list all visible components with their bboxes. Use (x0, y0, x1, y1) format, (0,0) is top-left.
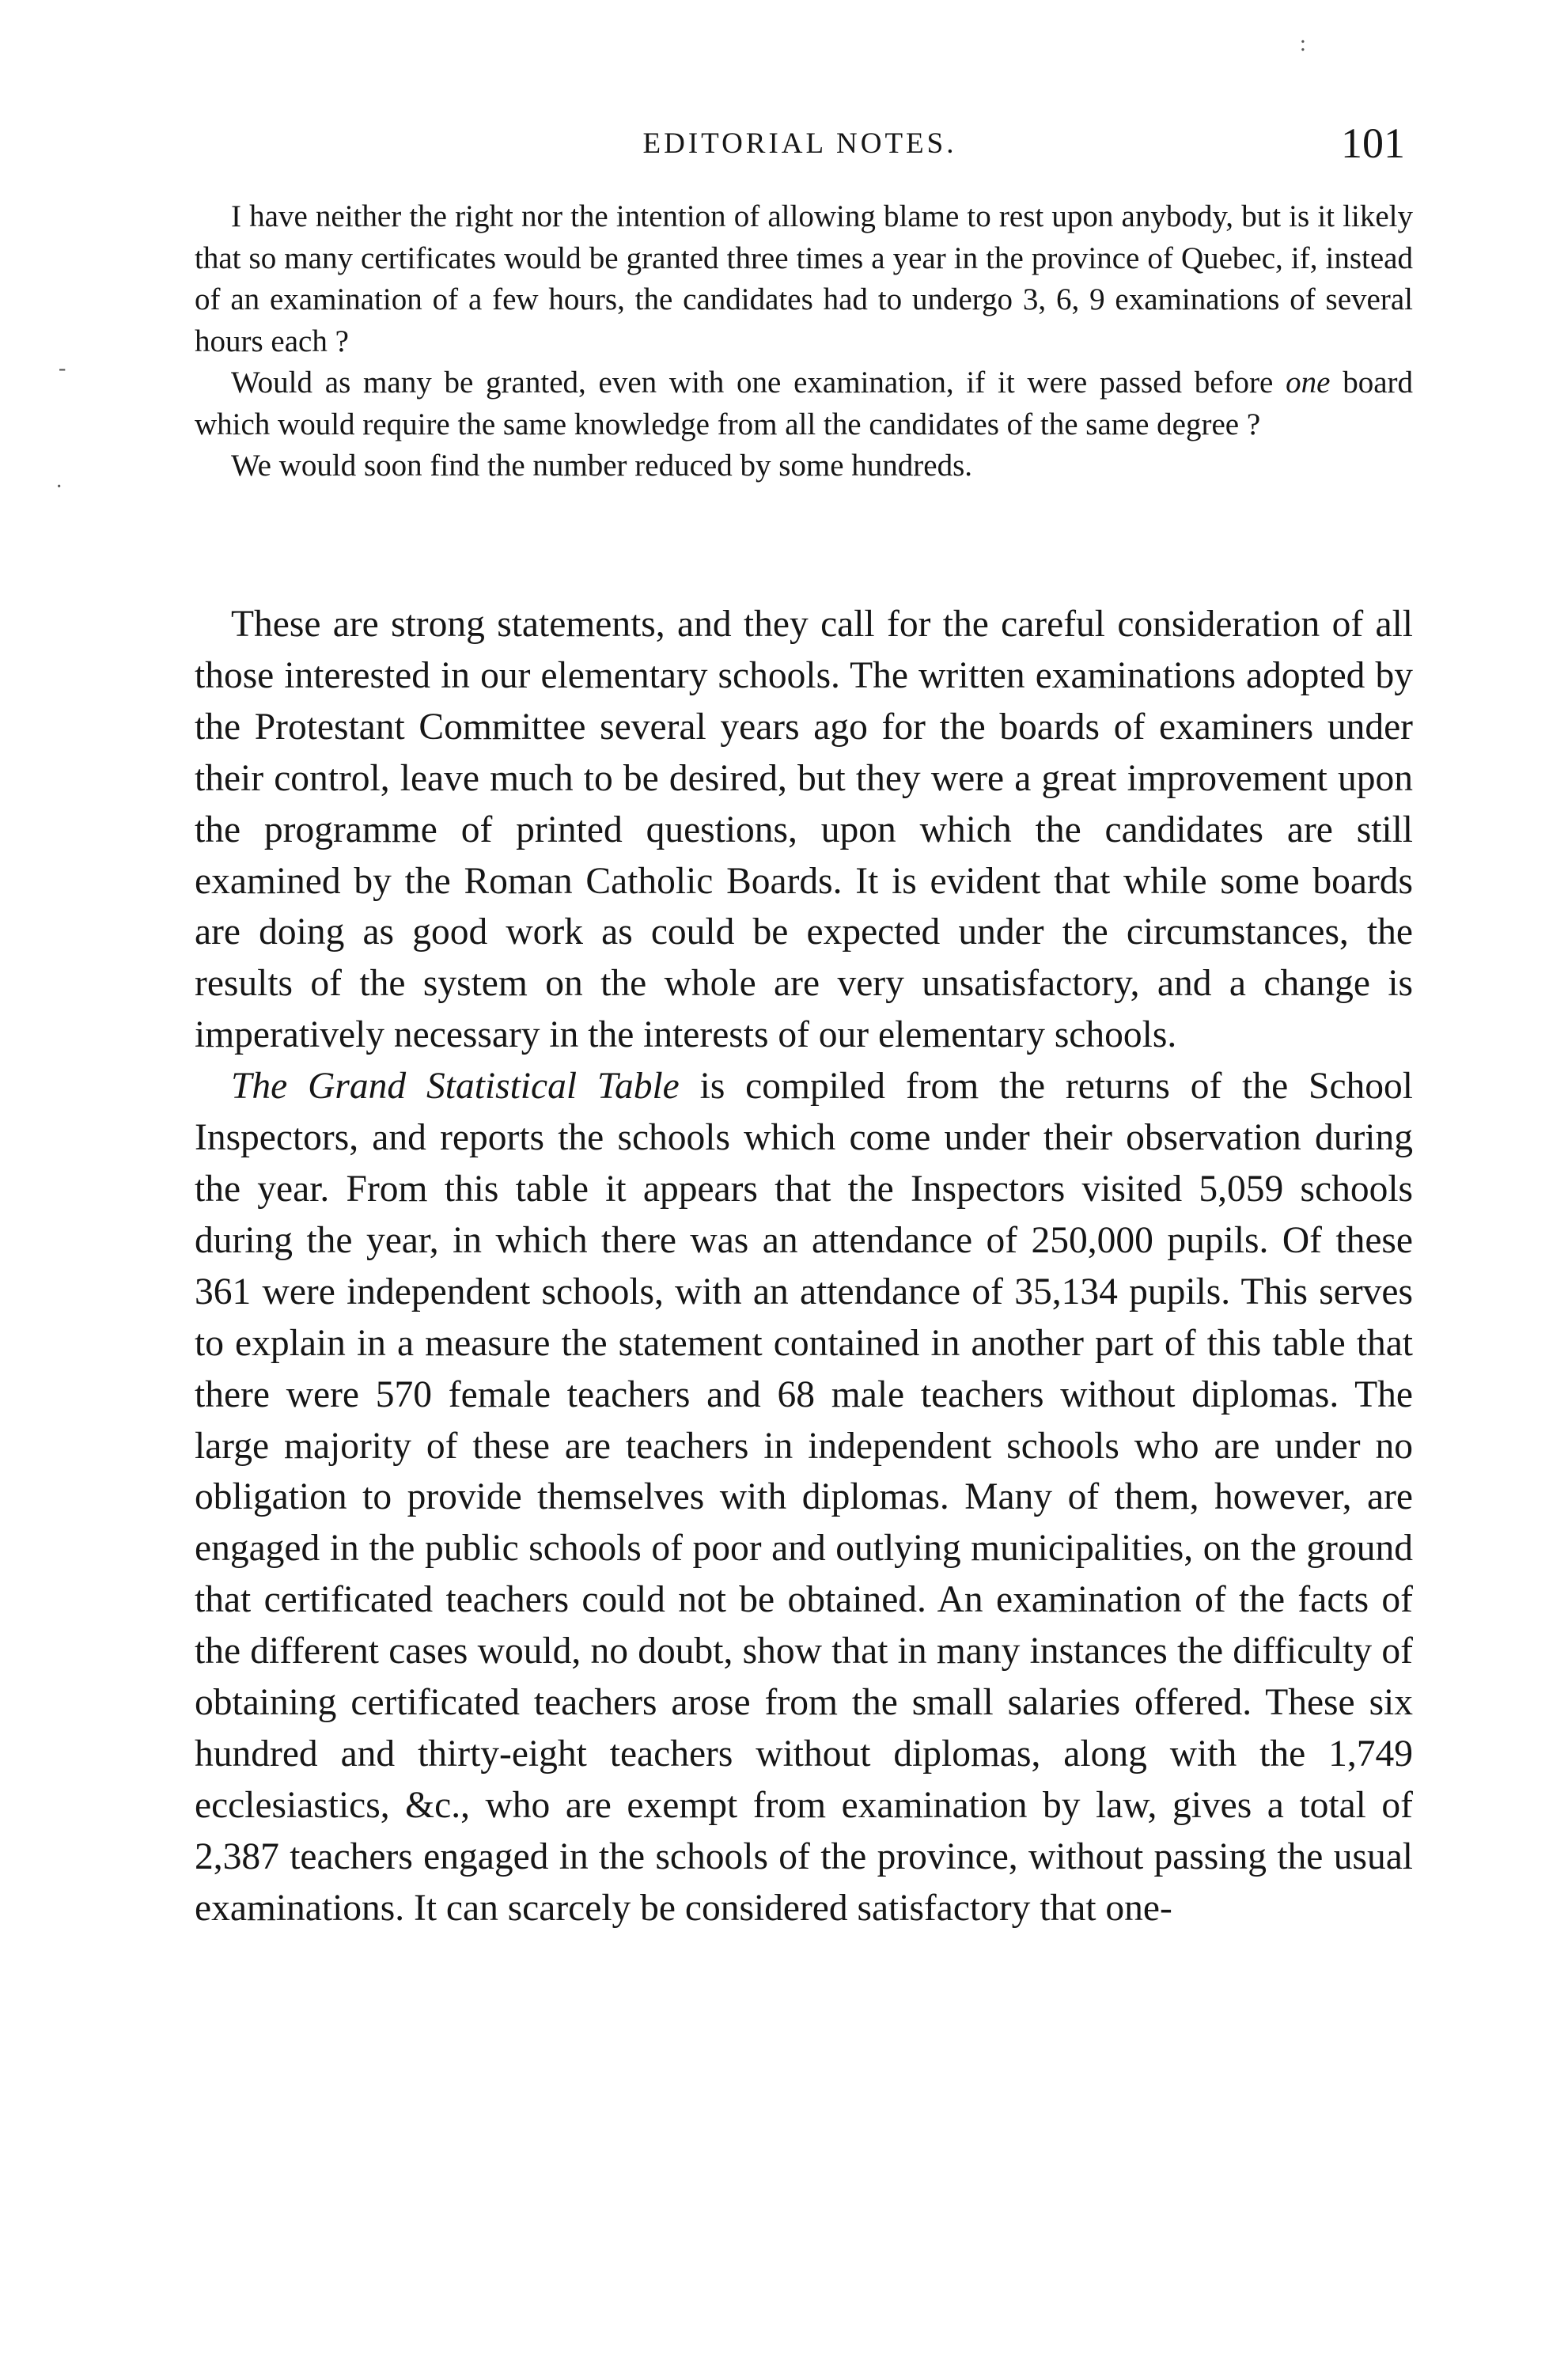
quote-paragraph-2-start: Would as many be granted, even with one examination, if it were passed before (231, 366, 1286, 400)
stray-mark-top-right: : (1300, 32, 1306, 56)
body-paragraph-2-text: is compiled from the returns of the School Inspectors, and reports the schools which come under their observation during the year. From this table it appears that the Inspectors visited 5,059 schools during the year, in which there was an attendance of 250,000 pupils. Of these 361 were independent schools, with an attendance of 35,134 pupils. This serves to explain in a measure the statement contained in another part of this table that there were 570 female teachers and 68 male teachers without diplomas. The large majority of these are teachers in independent schools who are under no obligation to provide themselves with diplomas. Many of them, however, are engaged in the public schools of poor and outlying municipalities, on the ground that certificated teachers could not be obtained. An examination of the facts of the different cases would, no doubt, show that in many instances the difficulty of obtaining certificated teachers arose from the small salaries offered. These six hundred and thirty-eight teachers without diplomas, along with the 1,749 ecclesiastics, &c., who are exempt from examination by law, gives a total of 2,387 teachers engaged in the schools of the province, without passing the usual examinations. It can scarcely be considered satisfactory that one- (195, 1066, 1413, 1929)
quote-paragraph-2-italic: one (1286, 366, 1331, 400)
running-head: EDITORIAL NOTES. (642, 127, 957, 160)
stray-mark-left-1: - (59, 356, 66, 381)
quoted-passage (195, 196, 1413, 487)
page-number: 101 (1341, 119, 1405, 167)
quote-paragraph-3: We would soon find the number reduced by some hundreds. (231, 449, 972, 483)
quote-paragraph-2 (195, 362, 1413, 445)
quote-paragraph-2-end: board which would require the same knowledge from all the candidates of the same degree ? (195, 366, 1413, 441)
table-title: The Grand Statistical Table (231, 1066, 680, 1108)
page-header (195, 119, 1405, 174)
body-text (195, 599, 1413, 1934)
quote-paragraph-1: I have neither the right nor the intention of allowing blame to rest upon anybody, but is it likely that so many certificates would be granted three times a year in the province of Quebec, if, instead of an examination of a few hours, the candidates had to undergo 3, 6, 9 examinations of several hours each ? (195, 199, 1413, 358)
stray-mark-left-2: · (55, 475, 63, 499)
body-paragraph-1: These are strong statements, and they call for the careful consideration of all those interested in our elementary schools. The written examinations adopted by the Protestant Committee several years ago for the boards of examiners under their control, leave much to be desired, but they were a great improvement upon the programme of printed questions, upon which the candidates are still examined by the Roman Catholic Boards. It is evident that while some boards are doing as good work as could be expected under the circumstances, the results of the system on the whole are very unsatisfactory, and a change is imperatively necessary in the interests of our elementary schools. (195, 604, 1413, 1056)
body-paragraph-2 (195, 1061, 1413, 1934)
